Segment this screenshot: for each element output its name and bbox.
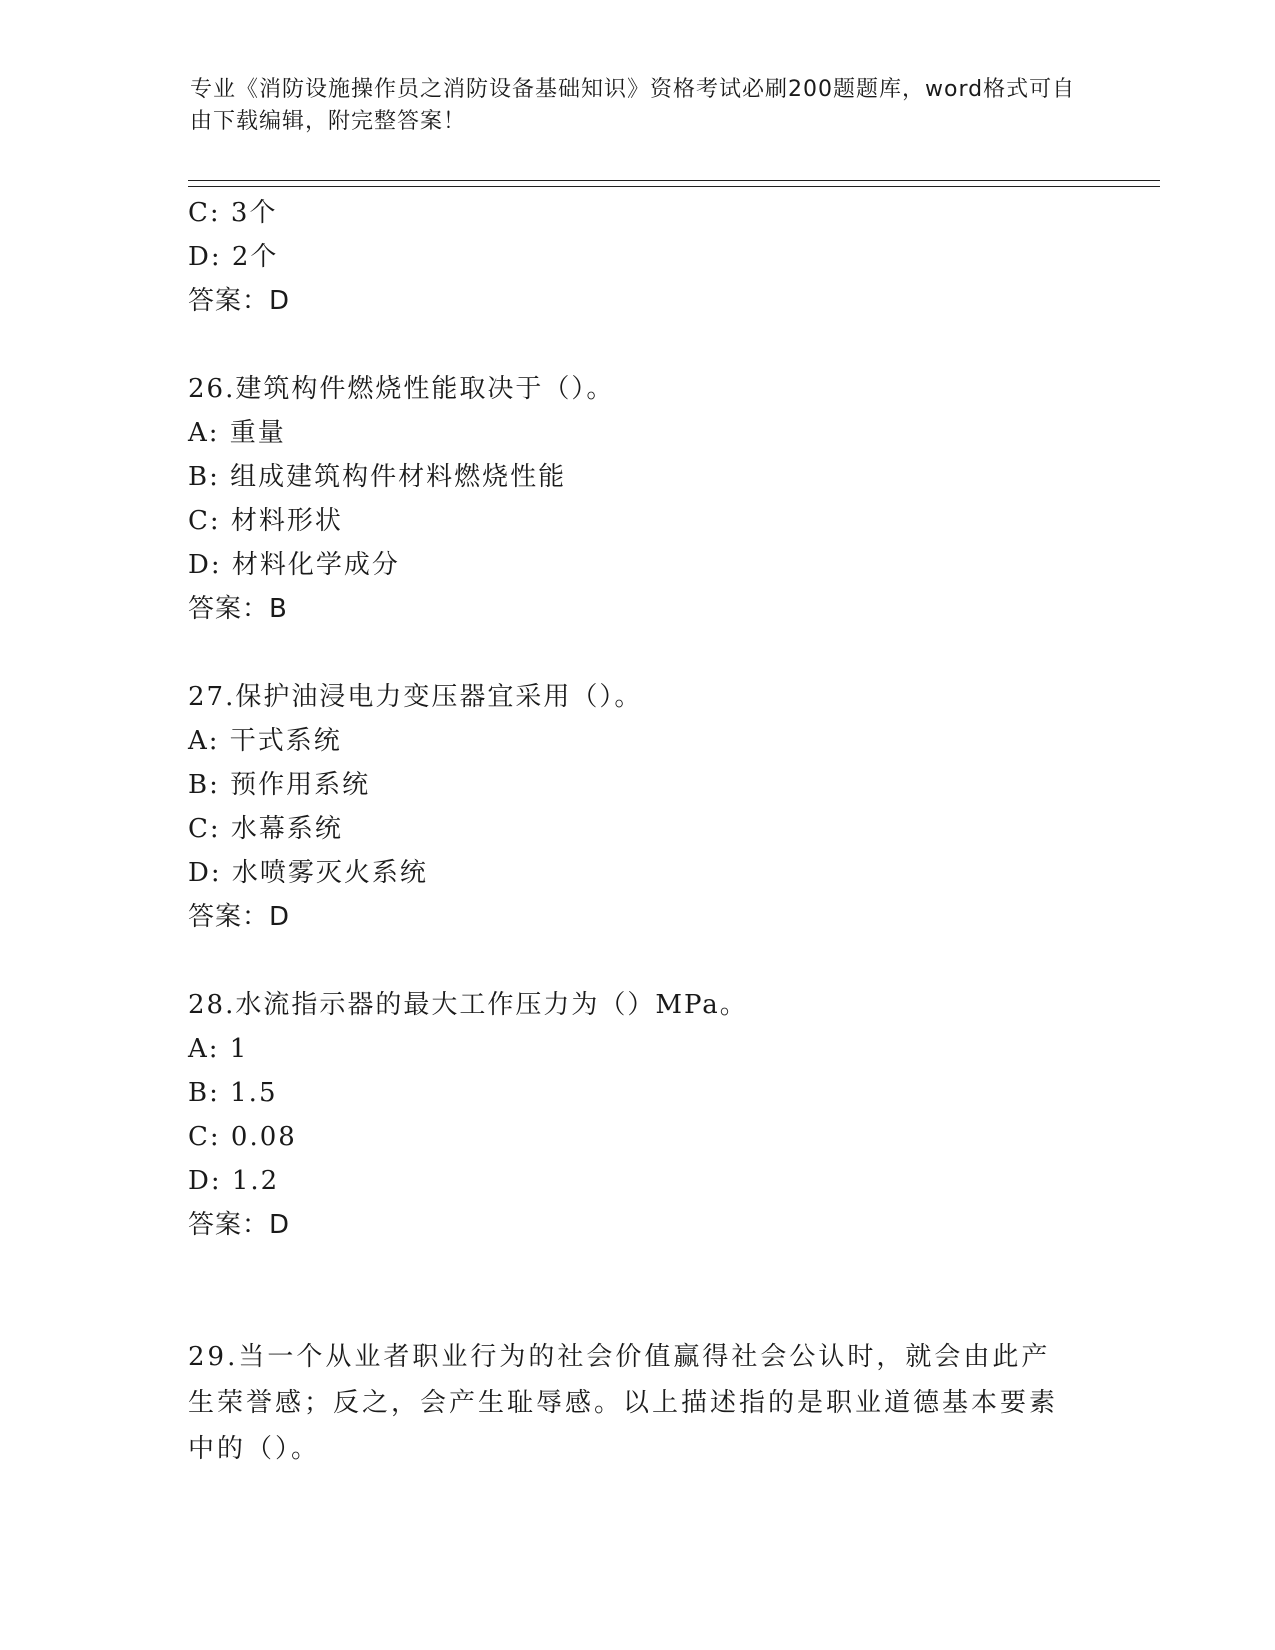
- q26-option-a: A: 重量: [188, 418, 286, 448]
- q25-answer: 答案：D: [188, 286, 291, 316]
- header-divider-top: [188, 180, 1160, 181]
- q28-option-c: C: 0.08: [188, 1122, 297, 1152]
- q26-option-c: C: 材料形状: [188, 506, 343, 536]
- q29-stem: 29.当一个从业者职业行为的社会价值赢得社会公认时，就会由此产生荣誉感；反之，会产生耻辱感。以上描述指的是职业道德基本要素中的（）。: [188, 1342, 1059, 1464]
- q27-stem: 27.保护油浸电力变压器宜采用（）。: [188, 682, 643, 712]
- q27-option-a: A: 干式系统: [188, 726, 342, 756]
- document-header: 专业《消防设施操作员之消防设备基础知识》资格考试必刷200题题库，word格式可自由下载编辑，附完整答案！: [190, 77, 1076, 134]
- q26-option-b: B: 组成建筑构件材料燃烧性能: [188, 462, 567, 492]
- q27-option-c: C: 水幕系统: [188, 814, 343, 844]
- q26-answer: 答案：B: [188, 594, 288, 624]
- q28-answer: 答案：D: [188, 1210, 291, 1240]
- q27-option-d: D: 水喷雾灭火系统: [188, 858, 428, 888]
- q28-option-a: A: 1: [188, 1034, 249, 1064]
- q28-stem: 28.水流指示器的最大工作压力为（）MPa。: [188, 990, 748, 1020]
- q26-option-d: D: 材料化学成分: [188, 550, 400, 580]
- q25-option-c: C: 3个: [188, 198, 278, 228]
- q28-option-d: D: 1.2: [188, 1166, 280, 1196]
- q28-option-b: B: 1.5: [188, 1078, 278, 1108]
- q25-option-d: D: 2个: [188, 242, 279, 272]
- q27-answer: 答案：D: [188, 902, 291, 932]
- q26-stem: 26.建筑构件燃烧性能取决于（）。: [188, 374, 615, 404]
- q27-option-b: B: 预作用系统: [188, 770, 371, 800]
- header-divider-bottom: [188, 186, 1160, 187]
